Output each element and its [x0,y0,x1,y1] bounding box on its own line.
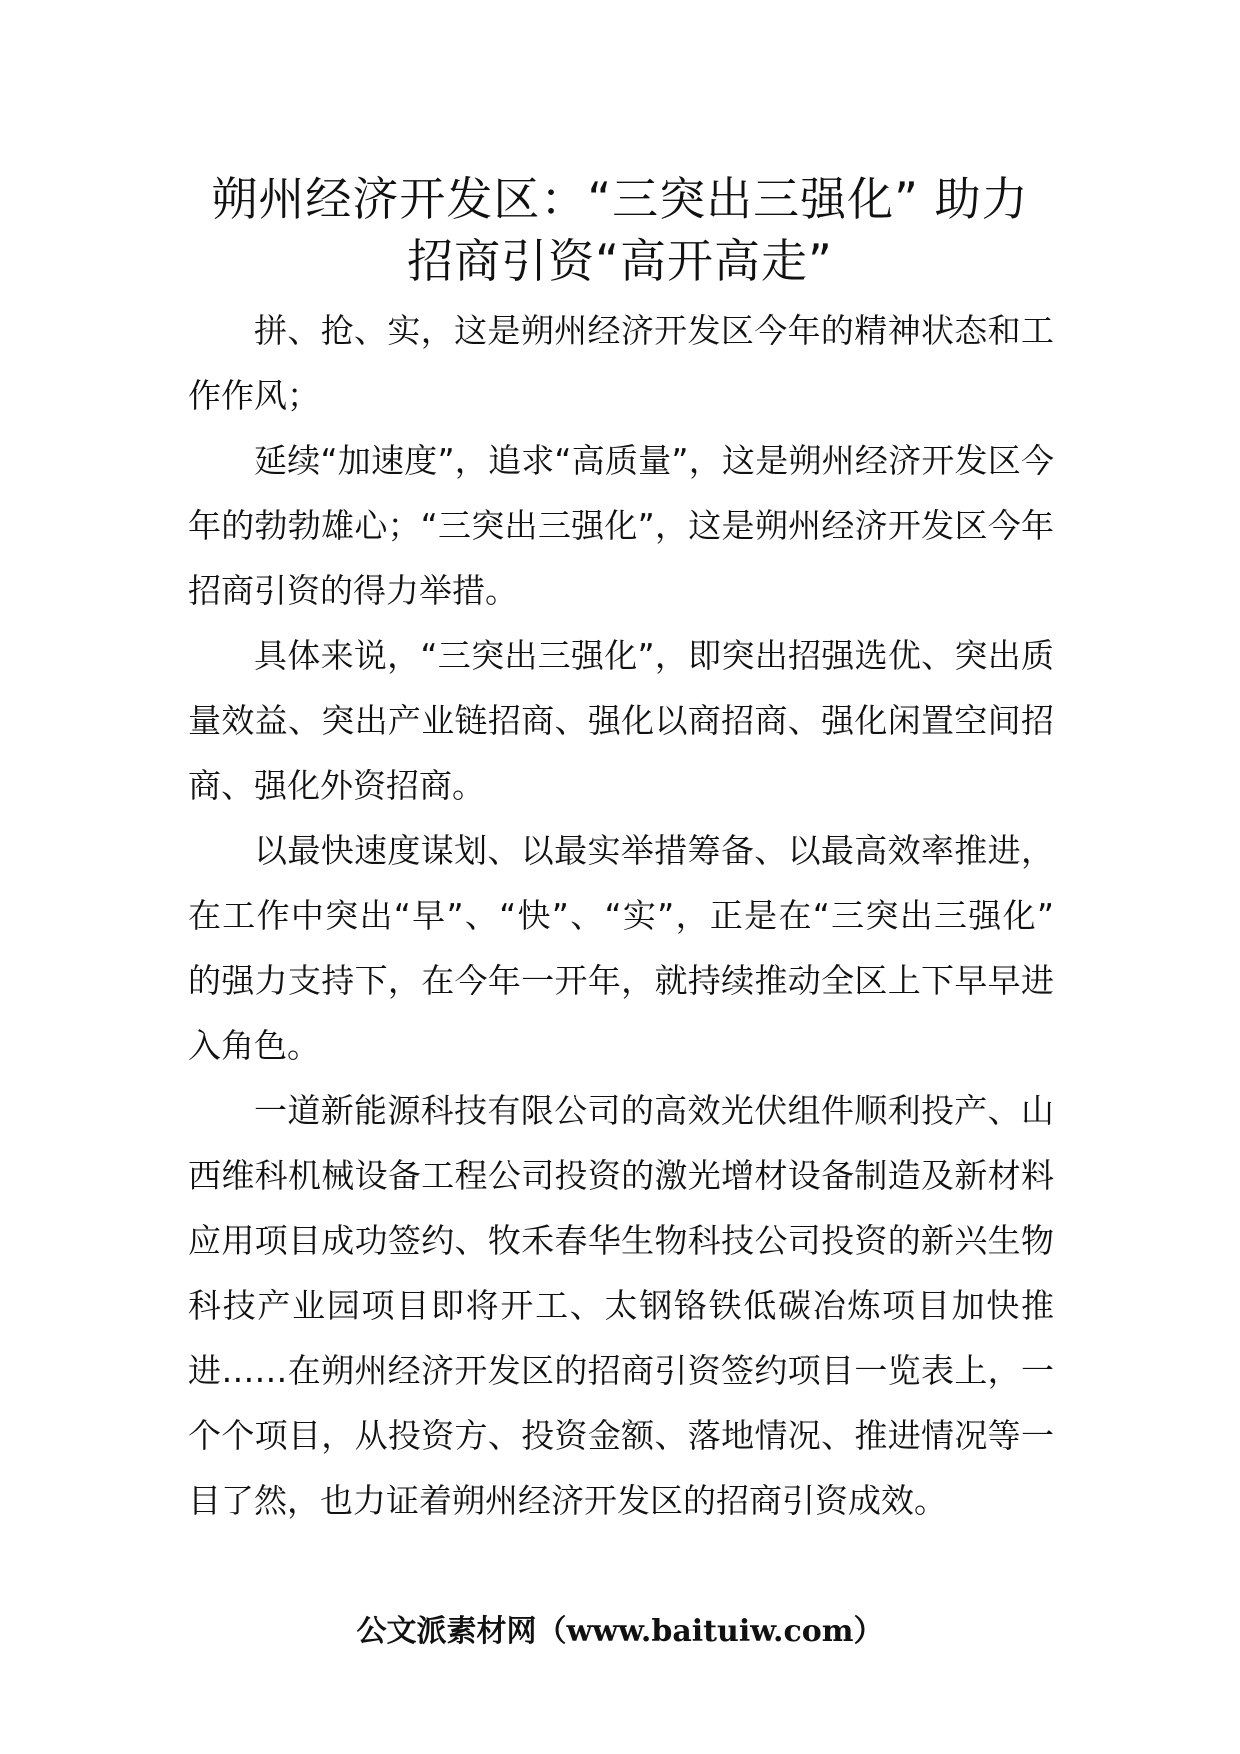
footer-source: 公文派素材网（www.baituiw.com） [356,1614,884,1649]
article-body [188,298,1054,1533]
title-line: 朔州经济开发区：“三突出三强化” 助力 [211,172,1029,226]
paragraph: 拼、抢、实，这是朔州经济开发区今年的精神状态和工作作风； [188,311,1054,415]
paragraph: 一道新能源科技有限公司的高效光伏组件顺利投产、山西维科机械设备工程公司投资的激光增材设备制造及新材料应用项目成功签约、牧禾春华生物科技公司投资的新兴生物科技产业园项目即将开工、太钢铬铁低碳冶炼项目加快推进……在朔州经济开发区的招商引资签约项目一览表上，一个个项目，从投资方、投资金额、落地情况、推进情况等一目了然，也力证着朔州经济开发区的招商引资成效。 [188,1091,1054,1520]
paragraph: 具体来说，“三突出三强化”，即突出招强选优、突出质量效益、突出产业链招商、强化以商招商、强化闲置空间招商、强化外资招商。 [188,636,1054,805]
paragraph: 延续“加速度”，追求“高质量”，这是朔州经济开发区今年的勃勃雄心；“三突出三强化”，这是朔州经济开发区今年招商引资的得力举措。 [188,441,1054,610]
title-line: 招商引资“高开高走” [407,234,833,288]
paragraph: 以最快速度谋划、以最实举措筹备、以最高效率推进，在工作中突出“早”、“快”、“实”，正是在“三突出三强化” 的强力支持下，在今年一开年，就持续推动全区上下早早进入角色。 [188,831,1054,1065]
page-title [185,168,1055,292]
